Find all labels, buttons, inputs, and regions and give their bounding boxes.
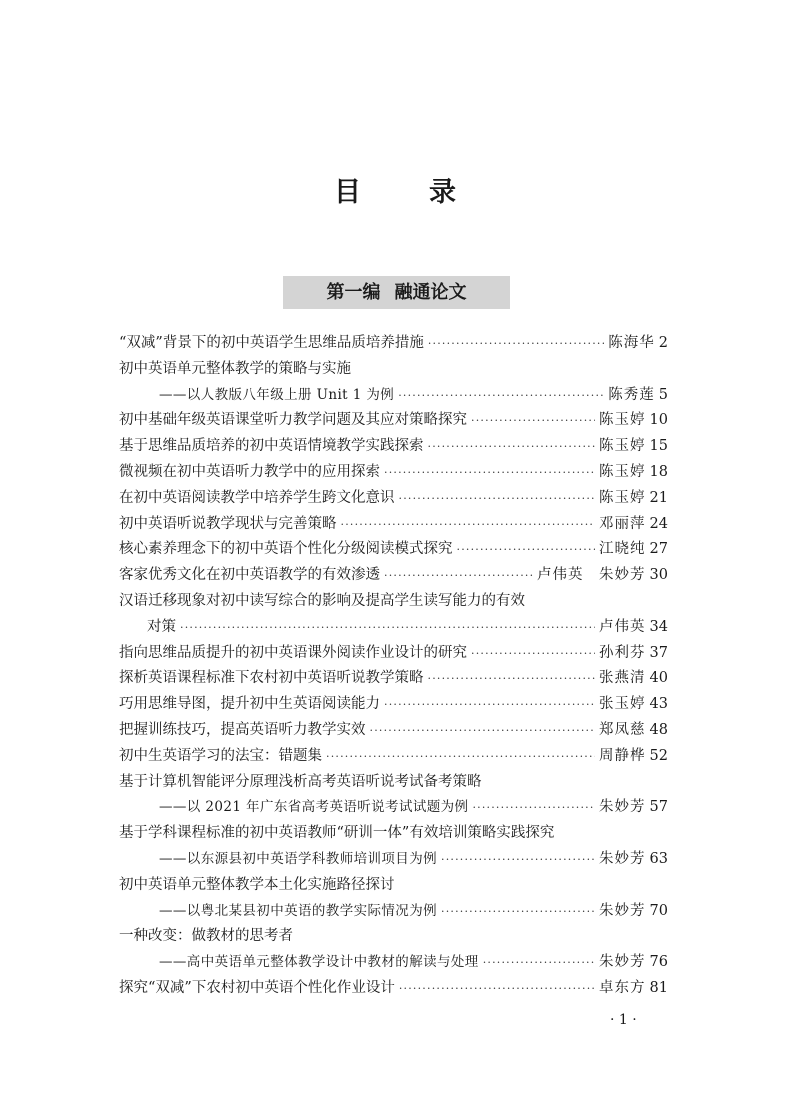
toc-entry-title: 巧用思维导图，提升初中生英语阅读能力 <box>119 696 380 713</box>
dot-leader <box>441 853 595 866</box>
toc-entry[interactable] <box>119 847 668 873</box>
toc-entry[interactable] <box>119 795 668 821</box>
dot-leader <box>398 389 604 402</box>
toc-entry[interactable] <box>119 589 668 615</box>
toc-entry[interactable] <box>119 924 668 950</box>
toc-entry-title: 初中英语单元整体教学本土化实施路径探讨 <box>119 876 395 893</box>
toc-entry-page: 63 <box>649 850 668 867</box>
toc-entry-title: “双减”背景下的初中英语学生思维品质培养措施 <box>119 335 424 351</box>
toc-entry-page: 52 <box>649 747 668 764</box>
toc-entry-title: ——以 2021 年广东省高考英语听说考试试题为例 <box>159 799 469 816</box>
toc-entry-title: 汉语迁移现象对初中读写综合的影响及提高学生读写能力的有效 <box>119 592 525 609</box>
toc-entry[interactable] <box>119 770 668 796</box>
toc-entry-title: 微视频在初中英语听力教学中的应用探索 <box>119 463 380 480</box>
dot-leader <box>428 672 596 685</box>
toc-entry[interactable] <box>119 357 668 383</box>
toc-entry-title: 客家优秀文化在初中英语教学的有效渗透 <box>119 567 380 584</box>
toc-entry[interactable] <box>119 976 668 1002</box>
toc-entry[interactable] <box>119 331 668 357</box>
dot-leader <box>428 440 596 453</box>
page-number: · 1 · <box>610 1012 637 1028</box>
toc-entry[interactable] <box>119 950 668 976</box>
toc-entry-author: 陈玉婷 <box>599 489 646 506</box>
toc-entry[interactable] <box>119 383 668 409</box>
toc-entry-title: ——以人教版八年级上册 Unit 1 为例 <box>159 386 395 403</box>
toc-entry-author: 朱妙芳 <box>599 954 646 971</box>
toc-entry-author: 郑凤慈 <box>599 721 646 738</box>
dot-leader <box>326 750 595 763</box>
toc-entry[interactable] <box>119 899 668 925</box>
toc-entry-author: 陈玉婷 <box>599 463 646 480</box>
dot-leader <box>384 698 595 711</box>
dot-leader <box>457 543 596 556</box>
toc-entry[interactable] <box>119 537 668 563</box>
toc-entry-page: 21 <box>649 489 668 506</box>
toc-entry-page: 70 <box>649 902 668 919</box>
toc-entry-author: 卢伟英 朱妙芳 <box>537 567 646 584</box>
toc-entry[interactable] <box>119 821 668 847</box>
toc-entry-title: 基于思维品质培养的初中英语情境教学实践探索 <box>119 438 424 455</box>
toc-entry-author: 张燕清 <box>599 670 646 687</box>
toc-entry-title: 探究“双减”下农村初中英语个性化作业设计 <box>119 979 395 996</box>
toc-entry-author: 陈海华 <box>608 335 655 351</box>
toc-entry-page: 30 <box>649 567 668 584</box>
toc-entry[interactable] <box>119 408 668 434</box>
toc-entry[interactable] <box>119 460 668 486</box>
toc-entry-page: 40 <box>649 670 668 687</box>
dot-leader <box>471 414 595 427</box>
toc-entry-page: 27 <box>649 541 668 558</box>
toc-entry-title: ——以东源县初中英语学科教师培训项目为例 <box>159 850 437 867</box>
toc-entry[interactable] <box>119 718 668 744</box>
toc-entry-title: 核心素养理念下的初中英语个性化分级阅读模式探究 <box>119 541 453 558</box>
dot-leader <box>384 466 595 479</box>
toc-entry-author: 朱妙芳 <box>599 850 646 867</box>
toc-entry-title: 初中英语听说教学现状与完善策略 <box>119 515 337 532</box>
toc-entry-author: 朱妙芳 <box>599 799 646 816</box>
toc-entry-title: 基于学科课程标准的初中英语教师“研训一体”有效培训策略实践探究 <box>119 825 555 842</box>
toc-entry[interactable] <box>119 666 668 692</box>
page-title <box>0 170 790 209</box>
toc-entry-title: 初中基础年级英语课堂听力教学问题及其应对策略探究 <box>119 412 467 429</box>
toc-entry-title: 对策 <box>147 618 176 635</box>
toc-entry-author: 孙利芬 <box>599 644 646 661</box>
toc-entry[interactable] <box>119 486 668 512</box>
dot-leader <box>472 801 595 814</box>
toc-entry-page: 10 <box>649 412 668 429</box>
dot-leader <box>483 956 595 969</box>
dot-leader <box>399 982 595 995</box>
dot-leader <box>370 724 596 737</box>
toc-entry[interactable] <box>119 512 668 538</box>
toc-entry-author: 朱妙芳 <box>599 902 646 919</box>
toc-entry-title: 把握训练技巧，提高英语听力教学实效 <box>119 721 366 738</box>
toc-entry[interactable] <box>119 641 668 667</box>
toc-entry-page: 48 <box>649 721 668 738</box>
toc-entry-author: 邓丽萍 <box>599 515 646 532</box>
dot-leader <box>441 905 595 918</box>
toc-entry[interactable] <box>119 563 668 589</box>
toc-entry-page: 2 <box>658 335 668 351</box>
dot-leader <box>428 337 604 350</box>
toc-entry-author: 江晓纯 <box>599 541 646 558</box>
toc-entry[interactable] <box>119 692 668 718</box>
dot-leader <box>341 518 596 531</box>
section-banner <box>283 276 510 309</box>
toc-entry[interactable] <box>119 744 668 770</box>
toc-entry-title: 在初中英语阅读教学中培养学生跨文化意识 <box>119 489 395 506</box>
toc-entry-title: 探析英语课程标准下农村初中英语听说教学策略 <box>119 670 424 687</box>
dot-leader <box>399 492 596 505</box>
toc-entry[interactable] <box>119 873 668 899</box>
toc-entry-page: 5 <box>658 386 668 403</box>
toc-entry-title: 指向思维品质提升的初中英语课外阅读作业设计的研究 <box>119 644 467 661</box>
toc-entry-title: 一种改变：做教材的思考者 <box>119 928 293 945</box>
section-name: 融通论文 <box>394 282 467 303</box>
title-char-2: 录 <box>429 177 456 208</box>
toc-entry-page: 18 <box>649 463 668 480</box>
toc-entry[interactable] <box>119 615 668 641</box>
toc-entry-author: 张玉婷 <box>599 696 646 713</box>
toc-entry-title: 基于计算机智能评分原理浅析高考英语听说考试备考策略 <box>119 773 482 790</box>
toc-entry-page: 37 <box>649 644 668 661</box>
toc-entry-page: 34 <box>649 618 668 635</box>
toc-entry-author: 陈玉婷 <box>599 412 646 429</box>
dot-leader <box>180 621 595 634</box>
toc-entry-page: 43 <box>649 696 668 713</box>
toc-entry-author: 周静桦 <box>599 747 646 764</box>
toc-entry-title: 初中生英语学习的法宝：错题集 <box>119 747 322 764</box>
toc-entry-title: ——高中英语单元整体教学设计中教材的解读与处理 <box>159 954 479 971</box>
dot-leader <box>471 647 595 660</box>
toc-entry-author: 卓东方 <box>599 979 646 996</box>
title-char-1: 目 <box>334 177 361 208</box>
dot-leader <box>384 569 533 582</box>
toc-entry-author: 陈玉婷 <box>599 438 646 455</box>
toc-entry-title: 初中英语单元整体教学的策略与实施 <box>119 360 351 377</box>
toc-entry-page: 15 <box>649 438 668 455</box>
toc-entry-author: 陈秀莲 <box>608 386 655 403</box>
toc-entry-page: 57 <box>649 799 668 816</box>
toc-entry-page: 81 <box>649 979 668 996</box>
toc-entry-title: ——以粤北某县初中英语的教学实际情况为例 <box>159 902 437 919</box>
toc-entry-author: 卢伟英 <box>599 618 646 635</box>
table-of-contents <box>119 331 668 1002</box>
toc-entry-page: 24 <box>649 515 668 532</box>
toc-entry[interactable] <box>119 434 668 460</box>
toc-entry-page: 76 <box>649 954 668 971</box>
section-part: 第一编 <box>326 282 381 303</box>
